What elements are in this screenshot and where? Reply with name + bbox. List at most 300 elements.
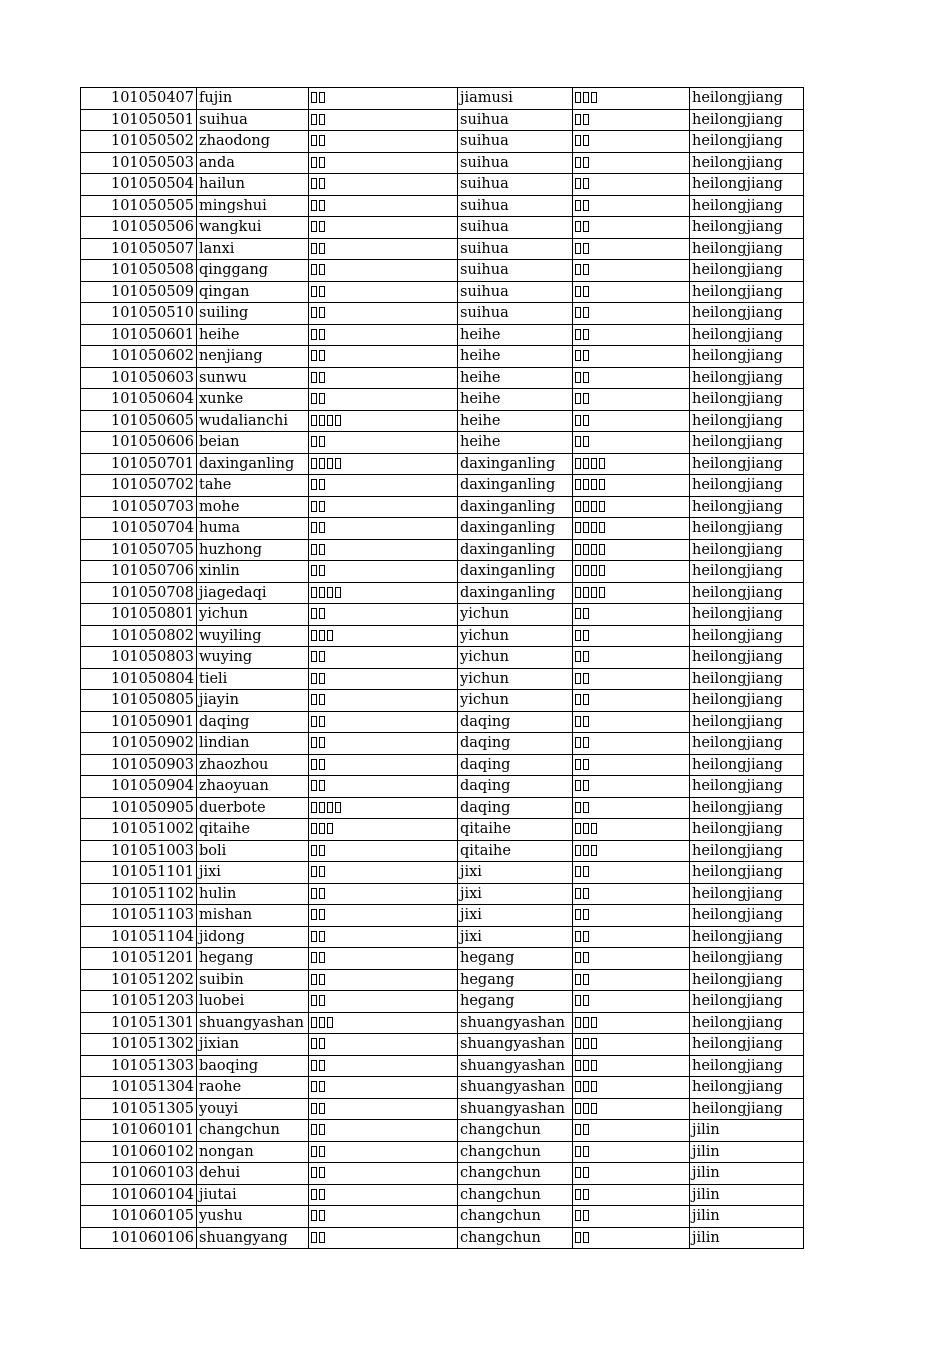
- parent-city-pinyin-cell: changchun: [458, 1163, 573, 1185]
- missing-glyph-icon: [319, 479, 325, 490]
- missing-glyph-icon: [319, 307, 325, 318]
- table-row: [81, 389, 804, 411]
- table-row: [81, 647, 804, 669]
- missing-glyph-icon: [575, 974, 581, 985]
- missing-glyph-icon: [575, 823, 581, 834]
- missing-glyph-icon: [583, 92, 589, 103]
- missing-glyph-icon: [575, 307, 581, 318]
- missing-glyph-icon: [575, 264, 581, 275]
- missing-glyph-icon: [575, 92, 581, 103]
- parent-city-pinyin-cell: suihua: [458, 131, 573, 153]
- city-id-cell: 101050603: [81, 367, 197, 389]
- missing-glyph-icon: [319, 350, 325, 361]
- missing-glyph-icon: [583, 737, 589, 748]
- parent-city-pinyin-cell: yichun: [458, 690, 573, 712]
- city-id-cell: 101051203: [81, 991, 197, 1013]
- table-row: [81, 733, 804, 755]
- city-id-cell: 101050602: [81, 346, 197, 368]
- missing-glyph-icon: [583, 1103, 589, 1114]
- city-id-cell: 101050902: [81, 733, 197, 755]
- table-row: [81, 1098, 804, 1120]
- missing-glyph-icon: [319, 952, 325, 963]
- parent-city-pinyin-cell: qitaihe: [458, 840, 573, 862]
- table-row: [81, 582, 804, 604]
- parent-city-pinyin-cell: daqing: [458, 754, 573, 776]
- parent-city-chinese-cell: [573, 475, 690, 497]
- city-id-cell: 101050503: [81, 152, 197, 174]
- missing-glyph-icon: [311, 1189, 317, 1200]
- missing-glyph-icon: [319, 565, 325, 576]
- parent-city-pinyin-cell: suihua: [458, 238, 573, 260]
- city-chinese-cell: [309, 926, 458, 948]
- city-chinese-cell: [309, 195, 458, 217]
- missing-glyph-icon: [575, 630, 581, 641]
- missing-glyph-icon: [583, 479, 589, 490]
- missing-glyph-icon: [319, 587, 325, 598]
- city-pinyin-cell: shuangyashan: [197, 1012, 309, 1034]
- parent-city-chinese-cell: [573, 862, 690, 884]
- city-pinyin-cell: lanxi: [197, 238, 309, 260]
- city-id-cell: 101050504: [81, 174, 197, 196]
- city-chinese-cell: [309, 604, 458, 626]
- missing-glyph-icon: [583, 651, 589, 662]
- province-cell: heilongjiang: [690, 518, 804, 540]
- city-id-cell: 101050604: [81, 389, 197, 411]
- parent-city-chinese-cell: [573, 668, 690, 690]
- province-cell: heilongjiang: [690, 582, 804, 604]
- missing-glyph-icon: [311, 1103, 317, 1114]
- city-pinyin-cell: mohe: [197, 496, 309, 518]
- province-cell: heilongjiang: [690, 561, 804, 583]
- missing-glyph-icon: [311, 92, 317, 103]
- missing-glyph-icon: [319, 286, 325, 297]
- city-chinese-cell: [309, 174, 458, 196]
- table-row: [81, 324, 804, 346]
- province-cell: heilongjiang: [690, 1098, 804, 1120]
- province-cell: heilongjiang: [690, 260, 804, 282]
- parent-city-chinese-cell: [573, 1077, 690, 1099]
- missing-glyph-icon: [311, 479, 317, 490]
- missing-glyph-icon: [575, 544, 581, 555]
- missing-glyph-icon: [319, 200, 325, 211]
- missing-glyph-icon: [591, 1081, 597, 1092]
- parent-city-pinyin-cell: shuangyashan: [458, 1077, 573, 1099]
- missing-glyph-icon: [311, 243, 317, 254]
- parent-city-chinese-cell: [573, 88, 690, 110]
- parent-city-chinese-cell: [573, 496, 690, 518]
- missing-glyph-icon: [575, 114, 581, 125]
- missing-glyph-icon: [575, 1232, 581, 1243]
- parent-city-chinese-cell: [573, 152, 690, 174]
- missing-glyph-icon: [591, 522, 597, 533]
- table-row: [81, 905, 804, 927]
- city-pinyin-cell: jiagedaqi: [197, 582, 309, 604]
- parent-city-pinyin-cell: heihe: [458, 389, 573, 411]
- city-chinese-cell: [309, 109, 458, 131]
- missing-glyph-icon: [575, 221, 581, 232]
- missing-glyph-icon: [591, 1038, 597, 1049]
- missing-glyph-icon: [311, 866, 317, 877]
- province-cell: jilin: [690, 1141, 804, 1163]
- missing-glyph-icon: [591, 544, 597, 555]
- parent-city-pinyin-cell: daqing: [458, 711, 573, 733]
- missing-glyph-icon: [599, 501, 605, 512]
- missing-glyph-icon: [583, 221, 589, 232]
- missing-glyph-icon: [311, 952, 317, 963]
- city-id-cell: 101050704: [81, 518, 197, 540]
- table-row: [81, 1141, 804, 1163]
- parent-city-pinyin-cell: heihe: [458, 432, 573, 454]
- missing-glyph-icon: [575, 802, 581, 813]
- parent-city-pinyin-cell: daxinganling: [458, 453, 573, 475]
- city-pinyin-cell: boli: [197, 840, 309, 862]
- parent-city-chinese-cell: [573, 1120, 690, 1142]
- missing-glyph-icon: [311, 1124, 317, 1135]
- city-id-cell: 101060103: [81, 1163, 197, 1185]
- parent-city-chinese-cell: [573, 303, 690, 325]
- province-cell: heilongjiang: [690, 819, 804, 841]
- missing-glyph-icon: [575, 522, 581, 533]
- missing-glyph-icon: [327, 458, 333, 469]
- parent-city-chinese-cell: [573, 281, 690, 303]
- missing-glyph-icon: [583, 329, 589, 340]
- missing-glyph-icon: [575, 501, 581, 512]
- city-pinyin-cell: wangkui: [197, 217, 309, 239]
- missing-glyph-icon: [583, 1038, 589, 1049]
- province-cell: heilongjiang: [690, 539, 804, 561]
- missing-glyph-icon: [583, 178, 589, 189]
- parent-city-chinese-cell: [573, 1012, 690, 1034]
- missing-glyph-icon: [583, 952, 589, 963]
- city-id-cell: 101051104: [81, 926, 197, 948]
- missing-glyph-icon: [575, 845, 581, 856]
- city-id-cell: 101050407: [81, 88, 197, 110]
- table-row: [81, 346, 804, 368]
- missing-glyph-icon: [327, 802, 333, 813]
- missing-glyph-icon: [327, 630, 333, 641]
- missing-glyph-icon: [319, 178, 325, 189]
- missing-glyph-icon: [319, 780, 325, 791]
- missing-glyph-icon: [575, 178, 581, 189]
- table-row: [81, 840, 804, 862]
- missing-glyph-icon: [319, 608, 325, 619]
- table-row: [81, 991, 804, 1013]
- parent-city-pinyin-cell: hegang: [458, 991, 573, 1013]
- city-id-cell: 101050605: [81, 410, 197, 432]
- missing-glyph-icon: [311, 264, 317, 275]
- missing-glyph-icon: [311, 436, 317, 447]
- city-chinese-cell: [309, 819, 458, 841]
- missing-glyph-icon: [335, 802, 341, 813]
- table-row: [81, 367, 804, 389]
- missing-glyph-icon: [583, 415, 589, 426]
- missing-glyph-icon: [583, 845, 589, 856]
- province-cell: jilin: [690, 1163, 804, 1185]
- table-row: [81, 690, 804, 712]
- province-cell: heilongjiang: [690, 389, 804, 411]
- province-cell: heilongjiang: [690, 905, 804, 927]
- table-row: [81, 238, 804, 260]
- city-chinese-cell: [309, 260, 458, 282]
- city-pinyin-cell: nenjiang: [197, 346, 309, 368]
- city-pinyin-cell: baoqing: [197, 1055, 309, 1077]
- table-row: [81, 453, 804, 475]
- city-pinyin-cell: daxinganling: [197, 453, 309, 475]
- parent-city-chinese-cell: [573, 883, 690, 905]
- parent-city-chinese-cell: [573, 238, 690, 260]
- missing-glyph-icon: [319, 415, 325, 426]
- missing-glyph-icon: [583, 307, 589, 318]
- missing-glyph-icon: [319, 1060, 325, 1071]
- city-pinyin-cell: zhaoyuan: [197, 776, 309, 798]
- province-cell: heilongjiang: [690, 432, 804, 454]
- missing-glyph-icon: [319, 393, 325, 404]
- missing-glyph-icon: [311, 651, 317, 662]
- city-pinyin-cell: heihe: [197, 324, 309, 346]
- province-cell: heilongjiang: [690, 174, 804, 196]
- missing-glyph-icon: [319, 931, 325, 942]
- province-cell: heilongjiang: [690, 733, 804, 755]
- city-chinese-cell: [309, 518, 458, 540]
- table-row: [81, 475, 804, 497]
- table-row: [81, 926, 804, 948]
- missing-glyph-icon: [319, 737, 325, 748]
- parent-city-chinese-cell: [573, 1034, 690, 1056]
- missing-glyph-icon: [575, 329, 581, 340]
- missing-glyph-icon: [583, 522, 589, 533]
- city-id-cell: 101050802: [81, 625, 197, 647]
- province-cell: jilin: [690, 1227, 804, 1249]
- table-row: [81, 797, 804, 819]
- missing-glyph-icon: [335, 458, 341, 469]
- city-pinyin-cell: huzhong: [197, 539, 309, 561]
- city-chinese-cell: [309, 346, 458, 368]
- missing-glyph-icon: [319, 1210, 325, 1221]
- city-id-cell: 101050805: [81, 690, 197, 712]
- parent-city-chinese-cell: [573, 1141, 690, 1163]
- missing-glyph-icon: [575, 952, 581, 963]
- province-cell: heilongjiang: [690, 217, 804, 239]
- missing-glyph-icon: [575, 1081, 581, 1092]
- missing-glyph-icon: [319, 1081, 325, 1092]
- city-id-cell: 101060102: [81, 1141, 197, 1163]
- missing-glyph-icon: [311, 1038, 317, 1049]
- missing-glyph-icon: [583, 458, 589, 469]
- parent-city-pinyin-cell: heihe: [458, 346, 573, 368]
- missing-glyph-icon: [319, 823, 325, 834]
- missing-glyph-icon: [583, 1167, 589, 1178]
- parent-city-pinyin-cell: changchun: [458, 1206, 573, 1228]
- parent-city-pinyin-cell: qitaihe: [458, 819, 573, 841]
- province-cell: heilongjiang: [690, 647, 804, 669]
- city-id-cell: 101051102: [81, 883, 197, 905]
- missing-glyph-icon: [575, 1167, 581, 1178]
- missing-glyph-icon: [319, 501, 325, 512]
- city-pinyin-cell: sunwu: [197, 367, 309, 389]
- city-chinese-cell: [309, 152, 458, 174]
- parent-city-chinese-cell: [573, 733, 690, 755]
- missing-glyph-icon: [591, 823, 597, 834]
- city-chinese-cell: [309, 1055, 458, 1077]
- city-pinyin-cell: raohe: [197, 1077, 309, 1099]
- province-cell: jilin: [690, 1184, 804, 1206]
- city-chinese-cell: [309, 905, 458, 927]
- table-row: [81, 754, 804, 776]
- province-cell: heilongjiang: [690, 453, 804, 475]
- parent-city-chinese-cell: [573, 948, 690, 970]
- missing-glyph-icon: [583, 1232, 589, 1243]
- province-cell: heilongjiang: [690, 195, 804, 217]
- missing-glyph-icon: [575, 415, 581, 426]
- missing-glyph-icon: [311, 888, 317, 899]
- city-pinyin-cell: mingshui: [197, 195, 309, 217]
- missing-glyph-icon: [575, 737, 581, 748]
- parent-city-pinyin-cell: daxinganling: [458, 582, 573, 604]
- missing-glyph-icon: [583, 587, 589, 598]
- city-pinyin-cell: yichun: [197, 604, 309, 626]
- missing-glyph-icon: [319, 909, 325, 920]
- missing-glyph-icon: [319, 157, 325, 168]
- table-row: [81, 303, 804, 325]
- missing-glyph-icon: [319, 372, 325, 383]
- missing-glyph-icon: [591, 565, 597, 576]
- city-chinese-cell: [309, 840, 458, 862]
- missing-glyph-icon: [335, 587, 341, 598]
- province-cell: heilongjiang: [690, 668, 804, 690]
- missing-glyph-icon: [319, 1124, 325, 1135]
- missing-glyph-icon: [311, 802, 317, 813]
- table-row: [81, 1077, 804, 1099]
- city-chinese-cell: [309, 969, 458, 991]
- city-chinese-cell: [309, 389, 458, 411]
- city-id-cell: 101050507: [81, 238, 197, 260]
- city-chinese-cell: [309, 453, 458, 475]
- city-chinese-cell: [309, 561, 458, 583]
- parent-city-pinyin-cell: suihua: [458, 260, 573, 282]
- missing-glyph-icon: [311, 1017, 317, 1028]
- missing-glyph-icon: [583, 243, 589, 254]
- missing-glyph-icon: [311, 393, 317, 404]
- table-row: [81, 711, 804, 733]
- missing-glyph-icon: [311, 372, 317, 383]
- parent-city-pinyin-cell: yichun: [458, 668, 573, 690]
- missing-glyph-icon: [575, 565, 581, 576]
- missing-glyph-icon: [591, 1017, 597, 1028]
- missing-glyph-icon: [575, 909, 581, 920]
- province-cell: heilongjiang: [690, 690, 804, 712]
- city-chinese-cell: [309, 754, 458, 776]
- missing-glyph-icon: [575, 350, 581, 361]
- city-pinyin-cell: shuangyang: [197, 1227, 309, 1249]
- city-chinese-cell: [309, 948, 458, 970]
- missing-glyph-icon: [327, 415, 333, 426]
- missing-glyph-icon: [575, 651, 581, 662]
- table-row: [81, 668, 804, 690]
- missing-glyph-icon: [319, 974, 325, 985]
- city-chinese-cell: [309, 647, 458, 669]
- parent-city-pinyin-cell: daxinganling: [458, 539, 573, 561]
- missing-glyph-icon: [319, 651, 325, 662]
- missing-glyph-icon: [319, 845, 325, 856]
- parent-city-chinese-cell: [573, 432, 690, 454]
- parent-city-pinyin-cell: daqing: [458, 776, 573, 798]
- city-id-cell: 101051003: [81, 840, 197, 862]
- missing-glyph-icon: [583, 264, 589, 275]
- missing-glyph-icon: [583, 694, 589, 705]
- missing-glyph-icon: [311, 673, 317, 684]
- city-code-table: [80, 87, 804, 1249]
- city-id-cell: 101051103: [81, 905, 197, 927]
- province-cell: heilongjiang: [690, 862, 804, 884]
- province-cell: heilongjiang: [690, 1055, 804, 1077]
- missing-glyph-icon: [575, 479, 581, 490]
- city-pinyin-cell: suiling: [197, 303, 309, 325]
- parent-city-chinese-cell: [573, 561, 690, 583]
- parent-city-chinese-cell: [573, 582, 690, 604]
- city-pinyin-cell: changchun: [197, 1120, 309, 1142]
- missing-glyph-icon: [319, 243, 325, 254]
- parent-city-pinyin-cell: shuangyashan: [458, 1034, 573, 1056]
- city-id-cell: 101050901: [81, 711, 197, 733]
- missing-glyph-icon: [311, 221, 317, 232]
- parent-city-chinese-cell: [573, 217, 690, 239]
- table-row: [81, 883, 804, 905]
- city-pinyin-cell: anda: [197, 152, 309, 174]
- city-chinese-cell: [309, 733, 458, 755]
- parent-city-chinese-cell: [573, 1098, 690, 1120]
- city-pinyin-cell: beian: [197, 432, 309, 454]
- table-row: [81, 109, 804, 131]
- parent-city-pinyin-cell: daxinganling: [458, 496, 573, 518]
- missing-glyph-icon: [319, 264, 325, 275]
- city-id-cell: 101050510: [81, 303, 197, 325]
- parent-city-chinese-cell: [573, 690, 690, 712]
- city-id-cell: 101050705: [81, 539, 197, 561]
- table-row: [81, 561, 804, 583]
- missing-glyph-icon: [327, 587, 333, 598]
- missing-glyph-icon: [575, 200, 581, 211]
- parent-city-chinese-cell: [573, 109, 690, 131]
- missing-glyph-icon: [599, 544, 605, 555]
- city-pinyin-cell: hailun: [197, 174, 309, 196]
- parent-city-pinyin-cell: shuangyashan: [458, 1098, 573, 1120]
- parent-city-chinese-cell: [573, 991, 690, 1013]
- city-pinyin-cell: wuyiling: [197, 625, 309, 647]
- table-row: [81, 625, 804, 647]
- city-chinese-cell: [309, 88, 458, 110]
- table-row: [81, 862, 804, 884]
- city-id-cell: 101051101: [81, 862, 197, 884]
- missing-glyph-icon: [575, 716, 581, 727]
- parent-city-pinyin-cell: daqing: [458, 797, 573, 819]
- parent-city-chinese-cell: [573, 905, 690, 927]
- parent-city-chinese-cell: [573, 260, 690, 282]
- city-chinese-cell: [309, 862, 458, 884]
- province-cell: heilongjiang: [690, 1077, 804, 1099]
- missing-glyph-icon: [583, 716, 589, 727]
- parent-city-chinese-cell: [573, 324, 690, 346]
- missing-glyph-icon: [583, 909, 589, 920]
- missing-glyph-icon: [583, 995, 589, 1006]
- parent-city-chinese-cell: [573, 539, 690, 561]
- table-row: [81, 88, 804, 110]
- missing-glyph-icon: [575, 931, 581, 942]
- city-pinyin-cell: huma: [197, 518, 309, 540]
- missing-glyph-icon: [311, 780, 317, 791]
- missing-glyph-icon: [319, 673, 325, 684]
- city-id-cell: 101050502: [81, 131, 197, 153]
- city-pinyin-cell: jixi: [197, 862, 309, 884]
